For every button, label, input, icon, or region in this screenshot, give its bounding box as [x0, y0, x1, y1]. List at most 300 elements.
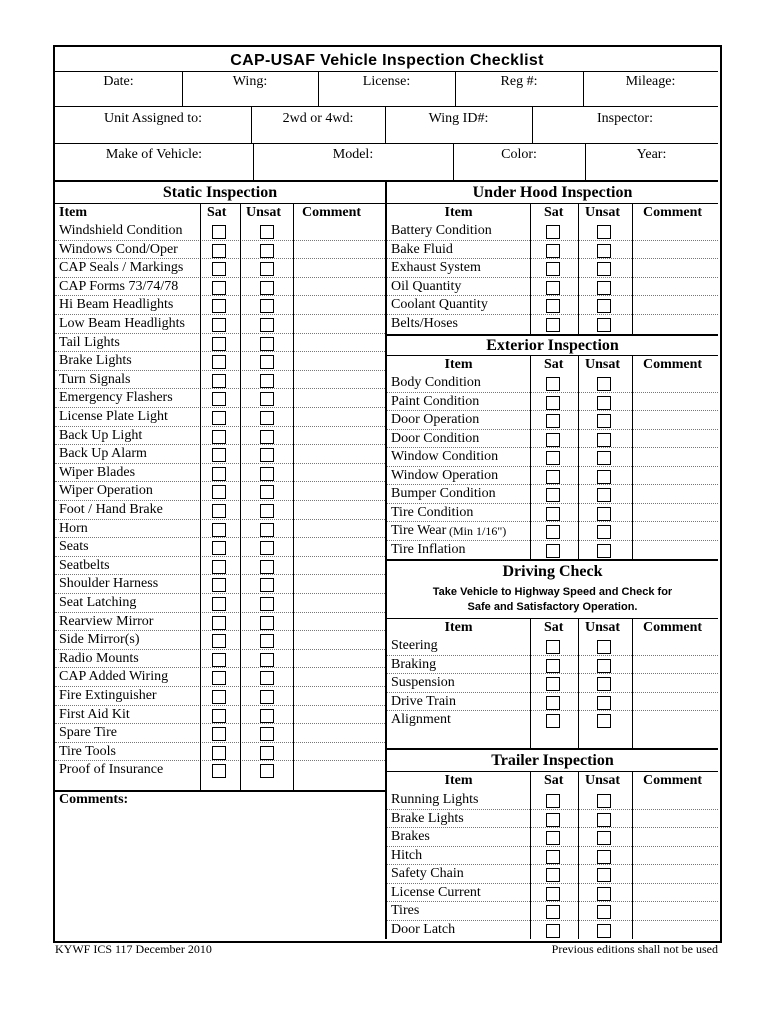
make-field[interactable]: Make of Vehicle:: [105, 147, 203, 162]
driving-check-title: Driving Check: [502, 563, 603, 580]
item-label: Tire Inflation: [391, 541, 466, 557]
comment-field[interactable]: [633, 693, 717, 711]
sat-checkbox[interactable]: [546, 377, 560, 391]
sat-checkbox[interactable]: [546, 868, 560, 882]
section-line: [387, 618, 718, 619]
item-label: Spare Tire: [59, 725, 117, 741]
unsat-checkbox[interactable]: [597, 318, 611, 332]
model-field[interactable]: Model:: [332, 147, 374, 162]
column-header-item: Item: [444, 773, 473, 788]
unsat-checkbox[interactable]: [597, 470, 611, 484]
comment-field[interactable]: [633, 278, 717, 296]
unsat-checkbox[interactable]: [597, 813, 611, 827]
comment-field[interactable]: [633, 504, 717, 522]
comment-field[interactable]: [633, 315, 717, 333]
comment-field[interactable]: [294, 501, 384, 519]
sat-checkbox[interactable]: [212, 504, 226, 518]
unsat-checkbox[interactable]: [260, 262, 274, 276]
section-line: [387, 203, 718, 204]
sat-checkbox[interactable]: [212, 616, 226, 630]
item-label: Back Up Light: [59, 427, 143, 443]
sat-checkbox[interactable]: [546, 813, 560, 827]
header-line: [55, 106, 718, 107]
unsat-checkbox[interactable]: [260, 467, 274, 481]
comment-field[interactable]: [294, 371, 384, 389]
sat-checkbox[interactable]: [212, 746, 226, 760]
column-header-item: Item: [444, 205, 473, 220]
sat-checkbox[interactable]: [546, 262, 560, 276]
comment-field[interactable]: [294, 427, 384, 445]
unsat-checkbox[interactable]: [260, 504, 274, 518]
comments-label: Comments:: [59, 792, 129, 807]
item-label: Seatbelts: [59, 557, 110, 573]
item-label: Battery Condition: [391, 223, 492, 238]
comment-field[interactable]: [294, 259, 384, 277]
unsat-checkbox[interactable]: [260, 337, 274, 351]
item-label: Horn: [59, 520, 88, 536]
sat-checkbox[interactable]: [212, 430, 226, 444]
column-header-item: Item: [59, 205, 87, 220]
unsat-checkbox[interactable]: [260, 560, 274, 574]
comment-field[interactable]: [633, 637, 717, 655]
sat-checkbox[interactable]: [546, 281, 560, 295]
column-header-unsat: Unsat: [585, 620, 621, 635]
comment-field[interactable]: [294, 724, 384, 742]
sat-checkbox[interactable]: [546, 794, 560, 808]
column-header-item: Item: [444, 357, 473, 372]
item-label: Seat Latching: [59, 595, 137, 610]
comment-field[interactable]: [633, 259, 717, 277]
sat-checkbox[interactable]: [212, 485, 226, 499]
unsat-checkbox[interactable]: [260, 709, 274, 723]
unsat-checkbox[interactable]: [597, 640, 611, 654]
exterior-inspection-title: Exterior Inspection: [486, 337, 619, 354]
comment-field[interactable]: [294, 557, 384, 575]
unsat-checkbox[interactable]: [597, 714, 611, 728]
item-label: Tire Tools: [59, 743, 116, 759]
item-label: Brake Lights: [391, 810, 464, 826]
sat-checkbox[interactable]: [212, 597, 226, 611]
unsat-checkbox[interactable]: [260, 746, 274, 760]
comment-field[interactable]: [294, 445, 384, 463]
sat-checkbox[interactable]: [212, 244, 226, 258]
sat-checkbox[interactable]: [546, 696, 560, 710]
comment-field[interactable]: [294, 743, 384, 761]
sat-checkbox[interactable]: [546, 525, 560, 539]
color-field[interactable]: Color:: [501, 147, 537, 162]
unsat-checkbox[interactable]: [260, 541, 274, 555]
unsat-checkbox[interactable]: [260, 392, 274, 406]
unsat-checkbox[interactable]: [597, 659, 611, 673]
comment-field[interactable]: [294, 241, 384, 259]
unsat-checkbox[interactable]: [260, 616, 274, 630]
unsat-checkbox[interactable]: [260, 578, 274, 592]
grid-line: [632, 771, 633, 939]
date-field[interactable]: Date:: [103, 74, 134, 89]
comment-field[interactable]: [633, 222, 717, 240]
sat-checkbox[interactable]: [546, 470, 560, 484]
column-header-sat: Sat: [544, 357, 564, 372]
unsat-checkbox[interactable]: [597, 488, 611, 502]
unsat-checkbox[interactable]: [597, 433, 611, 447]
comment-field[interactable]: [294, 687, 384, 705]
comment-field[interactable]: [633, 884, 717, 902]
comment-field[interactable]: [633, 921, 717, 939]
unsat-checkbox[interactable]: [597, 677, 611, 691]
unsat-checkbox[interactable]: [597, 794, 611, 808]
comment-field[interactable]: [633, 448, 717, 466]
item-label: Seats: [59, 539, 89, 555]
item-label: Door Operation: [391, 412, 480, 427]
item-label: Brake Lights: [59, 353, 132, 369]
column-header-unsat: Unsat: [585, 205, 621, 220]
sat-checkbox[interactable]: [212, 448, 226, 462]
sat-checkbox[interactable]: [546, 451, 560, 465]
header-line: [55, 143, 718, 144]
comment-field[interactable]: [294, 389, 384, 407]
item-label: Low Beam Headlights: [59, 316, 185, 331]
comment-field[interactable]: [633, 656, 717, 674]
sat-checkbox[interactable]: [546, 831, 560, 845]
sat-checkbox[interactable]: [546, 924, 560, 938]
unsat-checkbox[interactable]: [260, 318, 274, 332]
year-field[interactable]: Year:: [636, 147, 667, 162]
inspector-field[interactable]: Inspector:: [597, 111, 653, 126]
comment-field[interactable]: [633, 241, 717, 259]
item-label: Foot / Hand Brake: [59, 502, 163, 517]
sat-checkbox[interactable]: [546, 714, 560, 728]
item-label: Tail Lights: [59, 334, 120, 350]
drive-type-field[interactable]: 2wd or 4wd:: [282, 111, 354, 126]
unit-assigned-field[interactable]: Unit Assigned to:: [103, 111, 202, 126]
grid-line: [200, 203, 201, 791]
sat-checkbox[interactable]: [546, 659, 560, 673]
comment-field[interactable]: [294, 520, 384, 538]
column-header-comment: Comment: [302, 205, 362, 220]
sat-checkbox[interactable]: [212, 634, 226, 648]
item-note: (Min 1/16"): [449, 524, 507, 538]
comment-field[interactable]: [633, 711, 717, 729]
sat-checkbox[interactable]: [546, 507, 560, 521]
sat-checkbox[interactable]: [212, 727, 226, 741]
item-label: Drive Train: [391, 693, 456, 709]
item-label: First Aid Kit: [59, 706, 130, 722]
grid-line: [293, 203, 294, 791]
sat-checkbox[interactable]: [212, 262, 226, 276]
item-label: Wiper Operation: [59, 483, 153, 499]
sat-checkbox[interactable]: [546, 544, 560, 558]
item-label: Wiper Blades: [59, 464, 136, 480]
sat-checkbox[interactable]: [546, 225, 560, 239]
form-number: KYWF ICS 117 December 2010: [55, 942, 212, 956]
item-label: Braking: [391, 656, 437, 672]
wing-id-field[interactable]: Wing ID#:: [428, 111, 489, 126]
unsat-checkbox[interactable]: [260, 244, 274, 258]
column-header-unsat: Unsat: [585, 773, 621, 788]
unsat-checkbox[interactable]: [260, 355, 274, 369]
comment-field[interactable]: [294, 761, 384, 779]
unsat-checkbox[interactable]: [260, 485, 274, 499]
item-label: Safety Chain: [391, 866, 464, 881]
driving-check-note-2: Safe and Satisfactory Operation.: [467, 601, 638, 613]
comment-field[interactable]: [294, 538, 384, 556]
unsat-checkbox[interactable]: [597, 396, 611, 410]
comment-field[interactable]: [294, 296, 384, 314]
unsat-checkbox[interactable]: [597, 507, 611, 521]
grid-line: [530, 355, 531, 559]
column-header-item: Item: [444, 620, 473, 635]
item-label: Suspension: [391, 675, 455, 690]
item-label: Tire Condition: [391, 504, 474, 520]
comment-field[interactable]: [633, 296, 717, 314]
item-label: Fire Extinguisher: [59, 688, 157, 703]
comment-field[interactable]: [294, 408, 384, 426]
grid-line: [530, 203, 531, 334]
unsat-checkbox[interactable]: [597, 299, 611, 313]
grid-line: [530, 771, 531, 939]
item-label: Belts/Hoses: [391, 315, 458, 331]
comment-field[interactable]: [294, 613, 384, 631]
section-line: [387, 748, 718, 750]
column-header-sat: Sat: [544, 205, 564, 220]
unsat-checkbox[interactable]: [260, 523, 274, 537]
item-label: Steering: [391, 638, 438, 653]
item-label: Rearview Mirror: [59, 613, 154, 629]
comment-field[interactable]: [633, 810, 717, 828]
unsat-checkbox[interactable]: [597, 868, 611, 882]
unsat-checkbox[interactable]: [597, 414, 611, 428]
item-label: Side Mirror(s): [59, 632, 140, 648]
sat-checkbox[interactable]: [212, 709, 226, 723]
comment-field[interactable]: [633, 865, 717, 883]
unsat-checkbox[interactable]: [597, 377, 611, 391]
sat-checkbox[interactable]: [546, 640, 560, 654]
item-label: Bake Fluid: [391, 241, 453, 257]
driving-check-note-1: Take Vehicle to Highway Speed and Check for: [432, 586, 673, 598]
unsat-checkbox[interactable]: [597, 225, 611, 239]
unsat-checkbox[interactable]: [597, 831, 611, 845]
column-header-comment: Comment: [643, 620, 703, 635]
item-label: Back Up Alarm: [59, 446, 147, 462]
sat-checkbox[interactable]: [212, 560, 226, 574]
unsat-checkbox[interactable]: [260, 671, 274, 685]
comment-field[interactable]: [633, 485, 717, 503]
comments-area[interactable]: [56, 810, 384, 938]
unsat-checkbox[interactable]: [597, 887, 611, 901]
unsat-checkbox[interactable]: [597, 281, 611, 295]
sat-checkbox[interactable]: [212, 411, 226, 425]
comment-field[interactable]: [294, 706, 384, 724]
comment-field[interactable]: [294, 334, 384, 352]
sat-checkbox[interactable]: [546, 318, 560, 332]
item-label: Door Condition: [391, 430, 480, 446]
item-label: Running Lights: [391, 792, 479, 807]
grid-line: [578, 203, 579, 334]
unsat-checkbox[interactable]: [597, 262, 611, 276]
item-label: Alignment: [391, 712, 451, 727]
item-label: Tire Wear: [391, 523, 447, 538]
column-header-unsat: Unsat: [585, 357, 621, 372]
item-label: Emergency Flashers: [59, 390, 173, 406]
comment-field[interactable]: [633, 411, 717, 429]
comment-field[interactable]: [294, 482, 384, 500]
comment-field[interactable]: [633, 374, 717, 392]
unsat-checkbox[interactable]: [597, 244, 611, 258]
sat-checkbox[interactable]: [212, 281, 226, 295]
sat-checkbox[interactable]: [212, 337, 226, 351]
comment-field[interactable]: [633, 430, 717, 448]
comment-field[interactable]: [294, 668, 384, 686]
unsat-checkbox[interactable]: [260, 430, 274, 444]
unsat-checkbox[interactable]: [260, 764, 274, 778]
unsat-checkbox[interactable]: [597, 525, 611, 539]
sat-checkbox[interactable]: [212, 374, 226, 388]
comment-field[interactable]: [633, 847, 717, 865]
item-label: Brakes: [391, 829, 430, 844]
under-hood-title: Under Hood Inspection: [472, 184, 633, 201]
column-header-unsat: Unsat: [246, 205, 282, 220]
sat-checkbox[interactable]: [546, 887, 560, 901]
item-label: Door Latch: [391, 921, 456, 937]
section-line: [55, 203, 385, 204]
item-label: Hitch: [391, 847, 423, 863]
sat-checkbox[interactable]: [546, 677, 560, 691]
wing-field[interactable]: Wing:: [232, 74, 268, 89]
item-label: Coolant Quantity: [391, 297, 488, 312]
comment-field[interactable]: [294, 222, 384, 240]
comment-field[interactable]: [294, 464, 384, 482]
unsat-checkbox[interactable]: [597, 905, 611, 919]
comment-field[interactable]: [294, 352, 384, 370]
item-label: Tires: [391, 903, 420, 918]
section-line: [387, 334, 718, 336]
item-label: Body Condition: [391, 375, 481, 390]
section-line: [387, 559, 718, 561]
grid-line: [578, 771, 579, 939]
sat-checkbox[interactable]: [546, 488, 560, 502]
sat-checkbox[interactable]: [212, 299, 226, 313]
item-label: Windows Cond/Oper: [59, 241, 178, 257]
comment-field[interactable]: [294, 594, 384, 612]
grid-line: [578, 355, 579, 559]
column-header-comment: Comment: [643, 205, 703, 220]
unsat-checkbox[interactable]: [260, 690, 274, 704]
mileage-field[interactable]: Mileage:: [625, 74, 676, 89]
sat-checkbox[interactable]: [212, 355, 226, 369]
item-label: Window Operation: [391, 467, 499, 483]
comment-field[interactable]: [633, 393, 717, 411]
item-label: Oil Quantity: [391, 278, 462, 294]
sat-checkbox[interactable]: [212, 578, 226, 592]
comment-field[interactable]: [633, 467, 717, 485]
comment-field[interactable]: [294, 575, 384, 593]
sat-checkbox[interactable]: [546, 299, 560, 313]
unsat-checkbox[interactable]: [597, 544, 611, 558]
item-label: Hi Beam Headlights: [59, 297, 174, 313]
sat-checkbox[interactable]: [212, 392, 226, 406]
grid-line: [632, 355, 633, 559]
sat-checkbox[interactable]: [212, 467, 226, 481]
sat-checkbox[interactable]: [546, 905, 560, 919]
sat-checkbox[interactable]: [212, 541, 226, 555]
section-line: [387, 771, 718, 772]
grid-line: [578, 618, 579, 748]
license-field[interactable]: License:: [362, 74, 411, 89]
item-label: CAP Seals / Markings: [59, 260, 184, 276]
comment-field[interactable]: [294, 278, 384, 296]
unsat-checkbox[interactable]: [260, 653, 274, 667]
item-label: Windshield Condition: [59, 223, 183, 238]
edition-note: Previous editions shall not be used: [551, 942, 718, 956]
comment-field[interactable]: [633, 902, 717, 920]
item-label: Radio Mounts: [59, 650, 139, 666]
item-label: Paint Condition: [391, 393, 480, 409]
comment-field[interactable]: [633, 541, 717, 559]
grid-line: [240, 203, 241, 791]
item-label: Proof of Insurance: [59, 762, 164, 778]
sat-checkbox[interactable]: [212, 764, 226, 778]
unsat-checkbox[interactable]: [260, 634, 274, 648]
comment-field[interactable]: [633, 674, 717, 692]
sat-checkbox[interactable]: [212, 318, 226, 332]
sat-checkbox[interactable]: [212, 653, 226, 667]
sat-checkbox[interactable]: [546, 850, 560, 864]
sat-checkbox[interactable]: [212, 671, 226, 685]
comment-field[interactable]: [633, 791, 717, 809]
comment-field[interactable]: [294, 315, 384, 333]
item-label: License Plate Light: [59, 409, 168, 424]
unsat-checkbox[interactable]: [260, 727, 274, 741]
comment-field[interactable]: [294, 650, 384, 668]
unsat-checkbox[interactable]: [597, 924, 611, 938]
item-label: CAP Forms 73/74/78: [59, 278, 179, 294]
static-inspection-title: Static Inspection: [162, 184, 278, 201]
item-label: Exhaust System: [391, 260, 481, 275]
item-label: Turn Signals: [59, 371, 131, 387]
sat-checkbox[interactable]: [546, 414, 560, 428]
sat-checkbox[interactable]: [546, 244, 560, 258]
sat-checkbox[interactable]: [546, 433, 560, 447]
trailer-inspection-title: Trailer Inspection: [491, 752, 614, 769]
sat-checkbox[interactable]: [546, 396, 560, 410]
unsat-checkbox[interactable]: [597, 696, 611, 710]
unsat-checkbox[interactable]: [597, 451, 611, 465]
reg-number-field[interactable]: Reg #:: [500, 74, 538, 89]
comment-field[interactable]: [633, 828, 717, 846]
item-label: Shoulder Harness: [59, 576, 159, 592]
unsat-checkbox[interactable]: [260, 225, 274, 239]
sat-checkbox[interactable]: [212, 523, 226, 537]
unsat-checkbox[interactable]: [260, 281, 274, 295]
comment-field[interactable]: [633, 522, 717, 540]
unsat-checkbox[interactable]: [260, 448, 274, 462]
grid-line: [530, 618, 531, 748]
item-label: Window Condition: [391, 449, 499, 464]
item-label: License Current: [391, 884, 481, 900]
sat-checkbox[interactable]: [212, 690, 226, 704]
column-header-sat: Sat: [544, 620, 564, 635]
section-line: [387, 355, 718, 356]
item-label: CAP Added Wiring: [59, 669, 169, 685]
unsat-checkbox[interactable]: [260, 299, 274, 313]
form-title: CAP-USAF Vehicle Inspection Checklist: [230, 52, 544, 69]
sat-checkbox[interactable]: [212, 225, 226, 239]
comment-field[interactable]: [294, 631, 384, 649]
unsat-checkbox[interactable]: [597, 850, 611, 864]
unsat-checkbox[interactable]: [260, 374, 274, 388]
unsat-checkbox[interactable]: [260, 597, 274, 611]
unsat-checkbox[interactable]: [260, 411, 274, 425]
